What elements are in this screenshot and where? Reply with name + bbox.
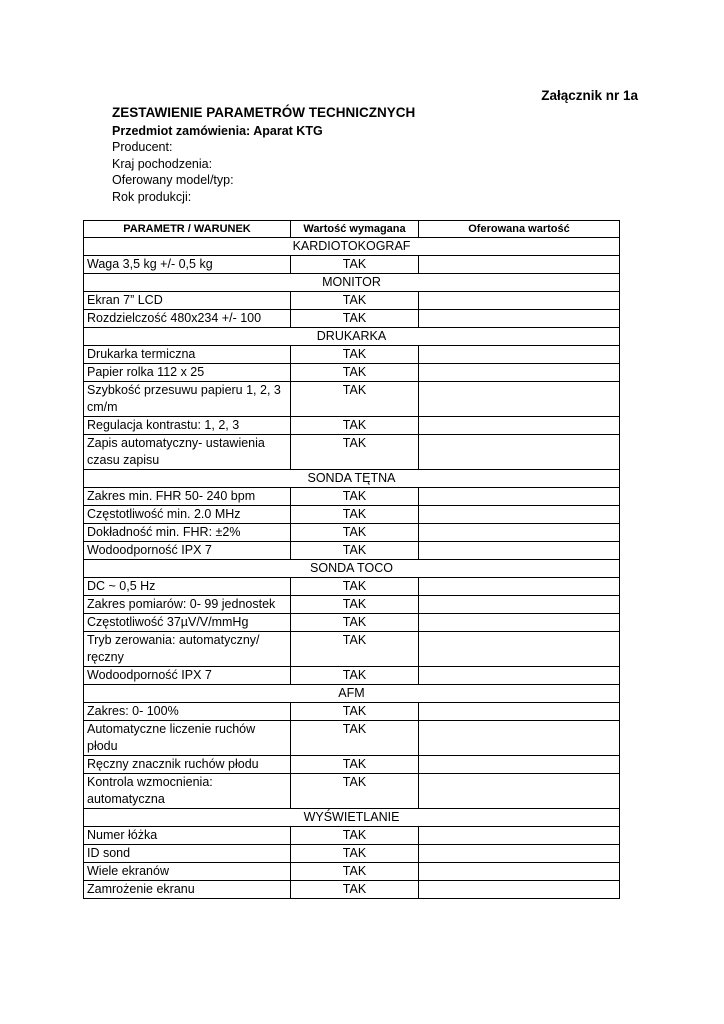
section-row [84, 328, 620, 346]
required-value-cell: TAK [291, 310, 419, 328]
required-value-cell: TAK [291, 703, 419, 721]
parameters-table [83, 220, 620, 899]
section-row [84, 560, 620, 578]
required-value-cell: TAK [291, 382, 419, 417]
offered-value-cell[interactable] [419, 881, 620, 899]
table-row [84, 292, 620, 310]
section-title: MONITOR [84, 274, 620, 292]
section-row [84, 238, 620, 256]
parameter-cell: Zakres min. FHR 50- 240 bpm [84, 488, 291, 506]
offered-value-cell[interactable] [419, 256, 620, 274]
parameter-cell: Szybkość przesuwu papieru 1, 2, 3 cm/m [84, 382, 291, 417]
required-value-cell: TAK [291, 488, 419, 506]
offered-value-cell[interactable] [419, 703, 620, 721]
parameter-cell: Numer łóżka [84, 827, 291, 845]
offered-value-cell[interactable] [419, 506, 620, 524]
table-row [84, 417, 620, 435]
section-row [84, 274, 620, 292]
table-row [84, 596, 620, 614]
offered-value-cell[interactable] [419, 578, 620, 596]
required-value-cell: TAK [291, 292, 419, 310]
table-row [84, 774, 620, 809]
required-value-cell: TAK [291, 417, 419, 435]
required-value-cell: TAK [291, 774, 419, 809]
parameter-cell: Częstotliwość min. 2.0 MHz [84, 506, 291, 524]
field-country: Kraj pochodzenia: [112, 156, 213, 171]
document-title: ZESTAWIENIE PARAMETRÓW TECHNICZNYCH [112, 105, 416, 120]
parameter-cell: Wiele ekranów [84, 863, 291, 881]
offered-value-cell[interactable] [419, 382, 620, 417]
section-title: SONDA TĘTNA [84, 470, 620, 488]
required-value-cell: TAK [291, 881, 419, 899]
order-subject: Przedmiot zamówienia: Aparat KTG [112, 123, 323, 138]
table-row [84, 614, 620, 632]
required-value-cell: TAK [291, 845, 419, 863]
required-value-cell: TAK [291, 827, 419, 845]
document-header [112, 105, 415, 205]
section-row [84, 470, 620, 488]
table-row [84, 435, 620, 470]
offered-value-cell[interactable] [419, 614, 620, 632]
table-row [84, 756, 620, 774]
parameter-cell: Zapis automatyczny- ustawienia czasu zapisu [84, 435, 291, 470]
field-producer: Producent: [112, 140, 173, 154]
table-row [84, 863, 620, 881]
table-row [84, 256, 620, 274]
offered-value-cell[interactable] [419, 364, 620, 382]
parameter-cell: Papier rolka 112 x 25 [84, 364, 291, 382]
parameter-cell: Automatyczne liczenie ruchów płodu [84, 721, 291, 756]
parameter-cell: Waga 3,5 kg +/- 0,5 kg [84, 256, 291, 274]
offered-value-cell[interactable] [419, 292, 620, 310]
parameter-cell: Rozdzielczość 480x234 +/- 100 [84, 310, 291, 328]
header-required-value: Wartość wymagana [291, 221, 419, 238]
required-value-cell: TAK [291, 863, 419, 881]
table-row [84, 881, 620, 899]
offered-value-cell[interactable] [419, 721, 620, 756]
section-title: WYŚWIETLANIE [84, 809, 620, 827]
table-row [84, 310, 620, 328]
required-value-cell: TAK [291, 596, 419, 614]
offered-value-cell[interactable] [419, 632, 620, 667]
parameter-cell: DC ~ 0,5 Hz [84, 578, 291, 596]
offered-value-cell[interactable] [419, 756, 620, 774]
required-value-cell: TAK [291, 524, 419, 542]
required-value-cell: TAK [291, 435, 419, 470]
section-title: KARDIOTOKOGRAF [84, 238, 620, 256]
table-row [84, 667, 620, 685]
table-row [84, 827, 620, 845]
table-row [84, 578, 620, 596]
offered-value-cell[interactable] [419, 863, 620, 881]
offered-value-cell[interactable] [419, 667, 620, 685]
table-header-row [84, 221, 620, 238]
offered-value-cell[interactable] [419, 435, 620, 470]
parameter-cell: ID sond [84, 845, 291, 863]
header-parameter: PARAMETR / WARUNEK [84, 221, 291, 238]
required-value-cell: TAK [291, 364, 419, 382]
header-offered-value: Oferowana wartość [419, 221, 620, 238]
attachment-label: Załącznik nr 1a [541, 88, 638, 103]
parameter-cell: Wodoodporność IPX 7 [84, 667, 291, 685]
required-value-cell: TAK [291, 256, 419, 274]
offered-value-cell[interactable] [419, 774, 620, 809]
required-value-cell: TAK [291, 614, 419, 632]
table-row [84, 845, 620, 863]
required-value-cell: TAK [291, 506, 419, 524]
required-value-cell: TAK [291, 346, 419, 364]
offered-value-cell[interactable] [419, 310, 620, 328]
parameter-cell: Kontrola wzmocnienia: automatyczna [84, 774, 291, 809]
table-row [84, 346, 620, 364]
section-title: DRUKARKA [84, 328, 620, 346]
table-row [84, 488, 620, 506]
table-row [84, 632, 620, 667]
offered-value-cell[interactable] [419, 827, 620, 845]
offered-value-cell[interactable] [419, 542, 620, 560]
section-title: AFM [84, 685, 620, 703]
table-row [84, 506, 620, 524]
parameter-cell: Ekran 7” LCD [84, 292, 291, 310]
table-body [84, 238, 620, 899]
table-row [84, 524, 620, 542]
offered-value-cell[interactable] [419, 596, 620, 614]
parameter-cell: Zakres: 0- 100% [84, 703, 291, 721]
table-row [84, 703, 620, 721]
offered-value-cell[interactable] [419, 346, 620, 364]
required-value-cell: TAK [291, 721, 419, 756]
parameter-cell: Dokładność min. FHR: ±2% [84, 524, 291, 542]
parameter-cell: Ręczny znacznik ruchów płodu [84, 756, 291, 774]
section-title: SONDA TOCO [84, 560, 620, 578]
parameter-cell: Drukarka termiczna [84, 346, 291, 364]
table-row [84, 542, 620, 560]
field-model: Oferowany model/typ: [112, 173, 234, 187]
table-row [84, 364, 620, 382]
section-row [84, 685, 620, 703]
required-value-cell: TAK [291, 632, 419, 667]
required-value-cell: TAK [291, 756, 419, 774]
offered-value-cell[interactable] [419, 417, 620, 435]
table-row [84, 382, 620, 417]
offered-value-cell[interactable] [419, 488, 620, 506]
required-value-cell: TAK [291, 542, 419, 560]
required-value-cell: TAK [291, 667, 419, 685]
parameter-cell: Regulacja kontrastu: 1, 2, 3 [84, 417, 291, 435]
required-value-cell: TAK [291, 578, 419, 596]
offered-value-cell[interactable] [419, 524, 620, 542]
offered-value-cell[interactable] [419, 845, 620, 863]
parameter-cell: Zamrożenie ekranu [84, 881, 291, 899]
parameter-cell: Zakres pomiarów: 0- 99 jednostek [84, 596, 291, 614]
parameter-cell: Tryb zerowania: automatyczny/ ręczny [84, 632, 291, 667]
field-year: Rok produkcji: [112, 189, 192, 204]
parameter-cell: Częstotliwość 37µV/V/mmHg [84, 614, 291, 632]
parameter-cell: Wodoodporność IPX 7 [84, 542, 291, 560]
section-row [84, 809, 620, 827]
table-row [84, 721, 620, 756]
